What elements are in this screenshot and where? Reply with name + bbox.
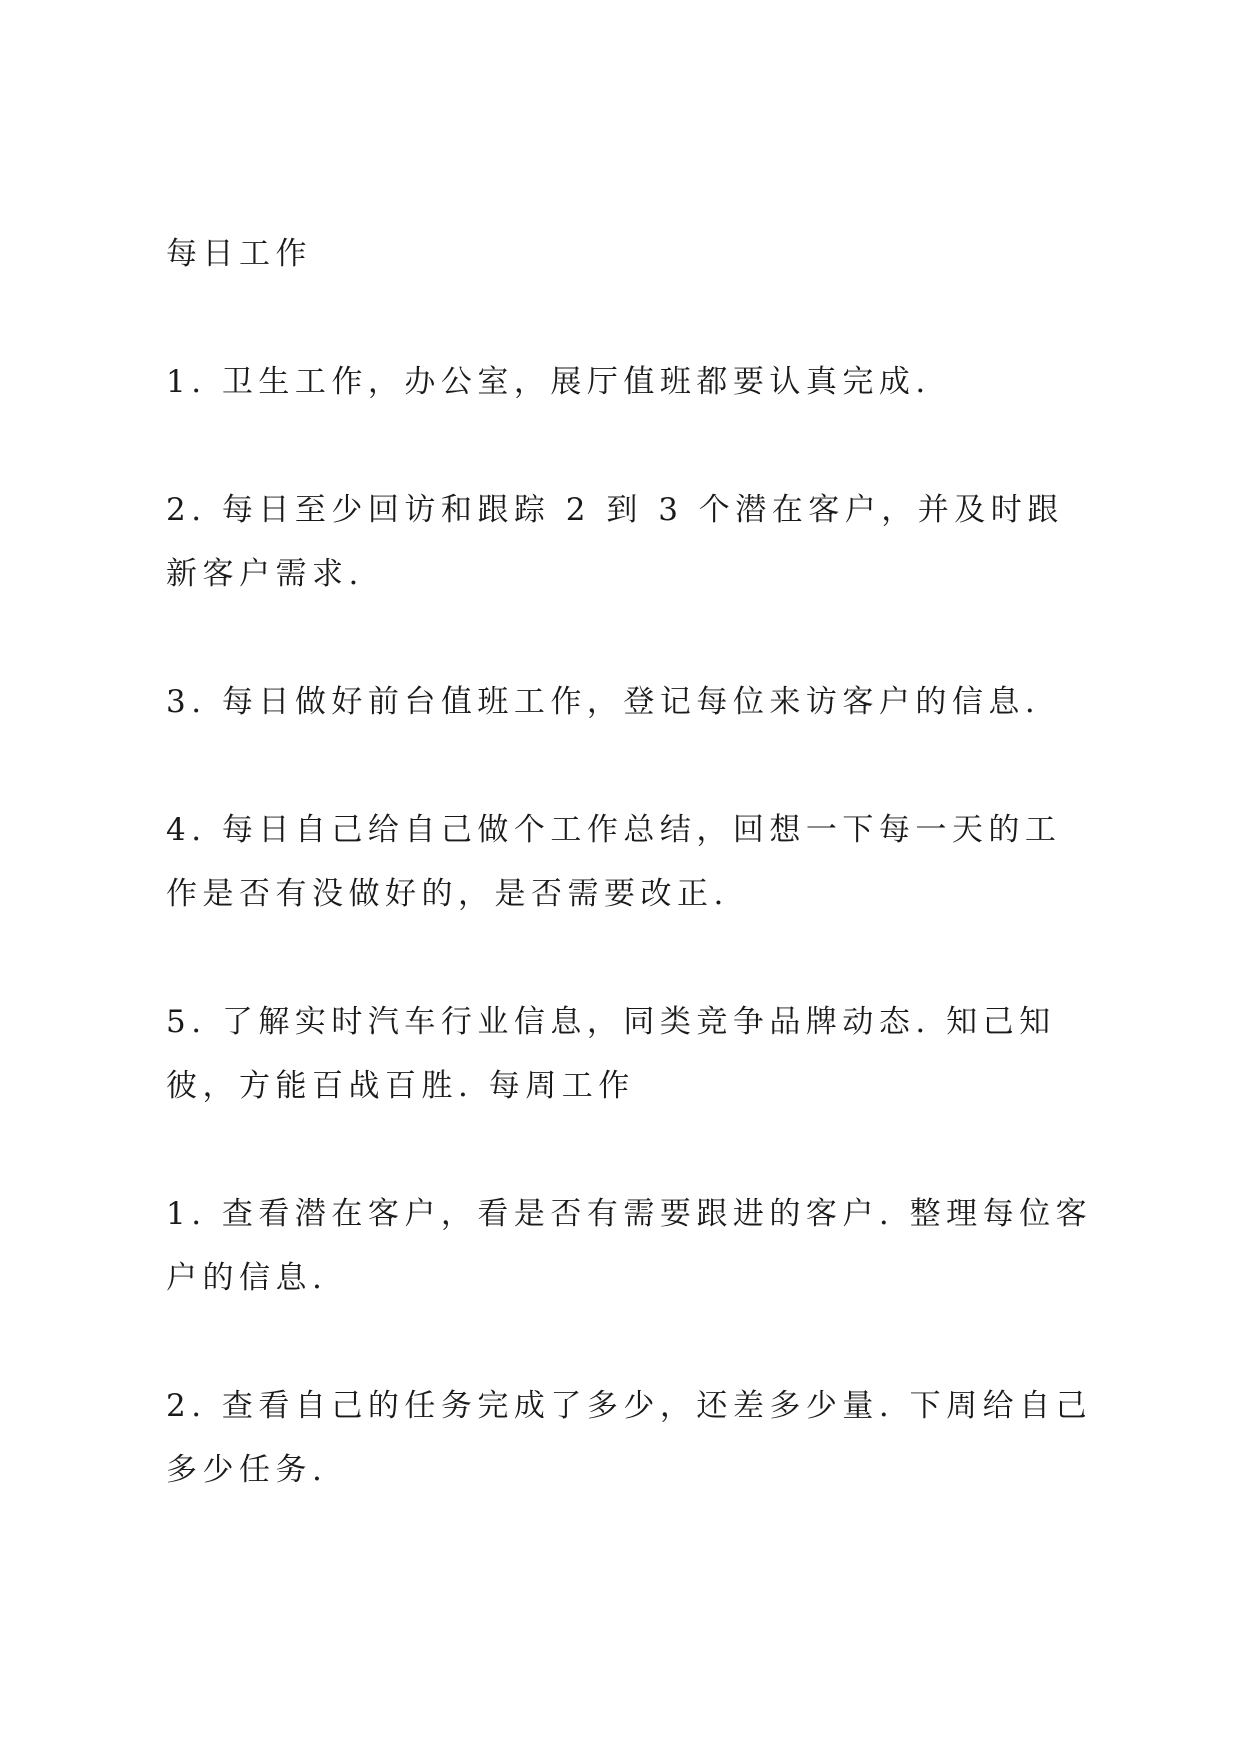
daily-item-5: 5. 了解实时汽车行业信息，同类竞争品牌动态. 知己知彼，方能百战百胜. 每周工作: [166, 1004, 1056, 1104]
daily-item-1: 1. 卫生工作，办公室，展厅值班都要认真完成.: [166, 364, 931, 400]
section-heading-daily: 每日工作: [166, 236, 312, 272]
daily-item-4: 4. 每日自己给自己做个工作总结，回想一下每一天的工作是否有没做好的，是否需要改正.: [166, 812, 1062, 912]
document-body: [166, 222, 1096, 1566]
daily-item-2: 2. 每日至少回访和跟踪 2 到 3 个潜在客户，并及时跟新客户需求.: [166, 492, 1064, 592]
daily-item-3: 3. 每日做好前台值班工作，登记每位来访客户的信息.: [166, 684, 1041, 720]
weekly-item-2: 2. 查看自己的任务完成了多少，还差多少量. 下周给自己多少任务.: [166, 1388, 1093, 1488]
weekly-item-1: 1. 查看潜在客户，看是否有需要跟进的客户. 整理每位客户的信息.: [166, 1196, 1093, 1296]
